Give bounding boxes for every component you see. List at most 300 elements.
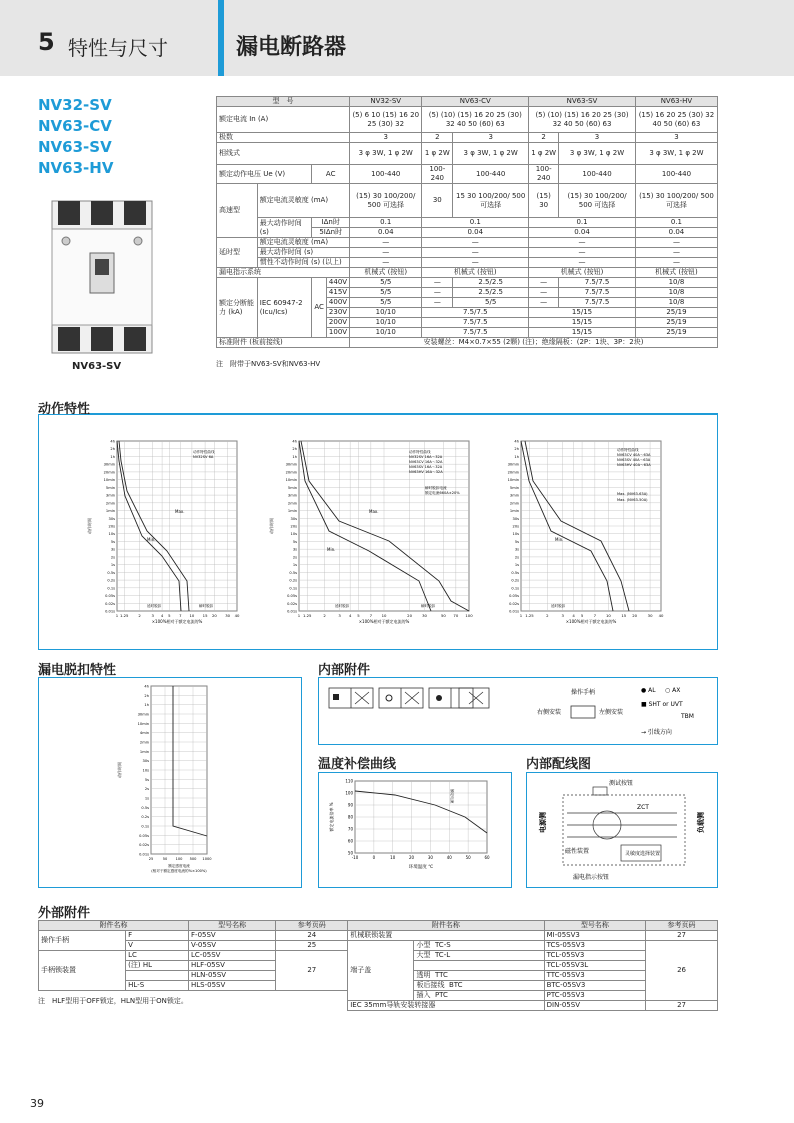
x-tick-label: 30 [225, 613, 231, 618]
header-cell: NV63-SV [529, 97, 636, 107]
x-tick-label: 5 [357, 613, 360, 618]
cell: 0.04 [529, 228, 636, 238]
cell-text: TC-L [434, 951, 451, 959]
y-tick-label: 0.2s [141, 815, 149, 820]
cell: DIN-05SV [544, 1001, 645, 1011]
cell: — [422, 288, 453, 298]
cell: 0.04 [350, 228, 422, 238]
x-axis-label: (相对于额定感度电流的%×100%) [151, 869, 207, 873]
x-tick-label: 4 [348, 613, 352, 618]
cell: — [635, 248, 717, 258]
cell: 3 [559, 133, 636, 143]
cell-text: 大型 [416, 951, 431, 959]
note-text: 瞬时脱扣电流 [425, 486, 447, 490]
y-tick-label: 4h [292, 439, 297, 444]
cell: HLS-05SV [189, 981, 276, 991]
cell: — [422, 278, 453, 288]
cell: 10/8 [635, 288, 717, 298]
x-tick-label: 10 [390, 855, 396, 860]
cell: AC [312, 278, 326, 337]
y-tick-label: 0.05s [287, 594, 297, 599]
y-tick-label: 3s [514, 547, 519, 552]
x-tick-label: -10 [351, 855, 359, 860]
y-tick-label: 30min [507, 462, 519, 467]
cell: TTC-05SV3 [544, 971, 645, 981]
y-tick-label: 10min [507, 478, 519, 483]
x-tick-label: 1 [297, 613, 301, 618]
model-name: NV63-HV [38, 159, 114, 177]
operating-charts [39, 415, 717, 649]
cell-text: BTC [448, 981, 463, 989]
y-tick-label: 0.05s [105, 594, 115, 599]
cell: 机械式 (按钮) [529, 268, 636, 278]
cell: — [529, 248, 636, 258]
x-tick-label: 3 [561, 613, 564, 618]
y-tick-label: 0.1s [289, 586, 297, 591]
x-tick-label: 10 [189, 613, 195, 618]
cell: — [350, 248, 422, 258]
cell: (5) 6 10 (15) 16 20 25 (30) 32 [350, 107, 422, 133]
y-tick-label: 20min [285, 470, 297, 475]
x-tick-label: 1 [519, 613, 523, 618]
cell: 400V [326, 298, 349, 308]
cell-text: TC-S [434, 941, 451, 949]
legend-text: 动作特性曲线 [409, 450, 431, 454]
cell: — [635, 258, 717, 268]
region-label: 瞬时脱扣 [199, 604, 214, 608]
legend-text: NV32SV 6A [193, 455, 214, 459]
cell: (15) 30 100/200/ 500 可选择 [350, 184, 422, 218]
cell [414, 941, 544, 951]
header-cell: NV63-HV [635, 97, 717, 107]
cell: AC [312, 165, 350, 184]
header-cell: 参考页码 [276, 921, 348, 931]
cell: — [635, 238, 717, 248]
legend-text: NV63HV 16A～32A [409, 470, 443, 474]
cell: (15) 30 100/200/ 500 可选择 [635, 184, 717, 218]
x-axis-label: ×100%相对于额定电流的% [358, 619, 410, 624]
row-label: 额定分断能力 (kA) [217, 278, 258, 338]
y-axis-label: 动作时间 [117, 762, 122, 778]
y-tick-label: 0.1s [141, 824, 149, 829]
x-tick-label: 50 [162, 857, 168, 861]
section-heading: 温度补偿曲线 [318, 753, 396, 772]
curve-label: Max. (NV63-63A) [617, 492, 648, 496]
cell: 机械式 (按钮) [422, 268, 529, 278]
x-tick-label: 2 [546, 613, 549, 618]
y-tick-label: 10min [137, 721, 149, 726]
cell: 15/15 [529, 308, 636, 318]
row-label: 惯性不动作时间 (s) (以上) [257, 258, 349, 268]
cell: F [126, 931, 189, 941]
y-tick-label: 60 [347, 838, 353, 844]
y-tick-label: 2min [139, 740, 149, 745]
y-tick-label: 10s [108, 532, 115, 537]
y-tick-label: 1min [139, 749, 149, 754]
y-tick-label: 3min [509, 493, 519, 498]
cell: 3 [350, 133, 422, 143]
cell: 3 [635, 133, 717, 143]
cell: 100-240 [529, 165, 559, 184]
diagram-label: 灵敏度选择装置 [625, 851, 661, 857]
cell: 26 [646, 941, 718, 1001]
diagram-label: 操作手柄 [571, 689, 596, 696]
cell-text: TTC [434, 971, 448, 979]
y-tick-label: 10min [103, 478, 115, 483]
y-tick-label: 0.2s [289, 578, 297, 583]
diagram-label: ■ SHT or UVT [641, 701, 683, 708]
cell: 5/5 [453, 298, 529, 308]
cell: 0.04 [422, 228, 529, 238]
cell: TCL-05SV3L [544, 961, 645, 971]
curve-label: Max. [175, 509, 185, 514]
y-tick-label: 0.02s [139, 843, 149, 848]
y-tick-label: 0.1s [107, 586, 115, 591]
region-label: 延时脱扣 [147, 604, 162, 608]
y-tick-label: 1min [287, 509, 297, 514]
cell: 27 [646, 1001, 718, 1011]
cell: LC [126, 951, 189, 961]
cell: (15) 30 [529, 184, 559, 218]
cell: 0.1 [422, 218, 529, 228]
y-tick-label: 30s [512, 516, 519, 521]
cell: 3 φ 3W, 1 φ 2W [350, 143, 422, 165]
y-tick-label: 1min [509, 509, 519, 514]
legend-text: 动作特性曲线 [193, 450, 215, 454]
x-tick-label: 10 [605, 613, 611, 618]
diagram-label: ○ AX [665, 687, 681, 694]
cell: 机械联锁装置 [348, 931, 544, 941]
x-tick-label: 15 [621, 613, 627, 618]
row-label: 额定电流灵敏度 (mA) [257, 184, 349, 218]
cell: PTC-05SV3 [544, 991, 645, 1001]
row-label: 额定电流 In (A) [217, 107, 350, 133]
cell: 7.5/7.5 [422, 318, 529, 328]
cell: IΔn时 [312, 218, 350, 228]
y-tick-label: 1h [110, 454, 115, 459]
x-tick-label: 25 [148, 857, 154, 861]
cell: — [422, 238, 529, 248]
row-label: 额定动作电压 Ue (V) [217, 165, 312, 184]
cell: 25/19 [635, 318, 717, 328]
cell: — [422, 258, 529, 268]
cell: LC-05SV [189, 951, 276, 961]
y-tick-label: 20s [512, 524, 519, 529]
x-tick-label: 70 [453, 613, 459, 618]
y-tick-label: 0.5s [511, 570, 519, 575]
y-tick-label: 2h [144, 693, 149, 698]
header-cell: 型号名称 [544, 921, 645, 931]
y-tick-label: 30s [290, 516, 297, 521]
accessory-note: 注 HLF型用于OFF锁定，HLN型用于ON锁定。 [38, 997, 188, 1005]
diagram-label: 电源侧 [539, 812, 547, 833]
x-tick-label: 3 [338, 613, 341, 618]
x-tick-label: 7 [593, 613, 597, 618]
y-tick-label: 0.05s [139, 833, 149, 838]
diagram-label: → 引线方向 [641, 729, 672, 736]
x-tick-label: 30 [427, 855, 433, 860]
x-tick-label: 20 [409, 855, 415, 860]
cell: 25 [276, 941, 348, 951]
cell-text: 板后接线 [416, 981, 445, 989]
cell: 3 [453, 133, 529, 143]
header-cell: NV32-SV [350, 97, 422, 107]
page-header [0, 0, 794, 76]
x-tick-label: 5 [168, 613, 171, 618]
y-tick-label: 30min [285, 462, 297, 467]
header-cell: 附件名称 [348, 921, 544, 931]
diagram-label: 负载侧 [697, 812, 705, 833]
cell: 0.04 [635, 228, 717, 238]
cell: 10/10 [350, 328, 422, 338]
y-tick-label: 10min [285, 478, 297, 483]
cell: — [529, 258, 636, 268]
cell [414, 951, 544, 961]
region-label: 瞬时脱扣 [421, 604, 436, 608]
x-tick-label: 100 [175, 857, 183, 861]
temp-chart-box [318, 772, 512, 888]
x-tick-label: 50 [465, 855, 471, 860]
row-label: 标准附件 (板前接线) [217, 338, 350, 348]
y-tick-label: 0.5s [141, 805, 149, 810]
y-tick-label: 100 [345, 790, 353, 796]
x-tick-label: 500 [189, 857, 197, 861]
cell: 100-440 [453, 165, 529, 184]
cell [414, 971, 544, 981]
x-tick-label: 40 [234, 613, 240, 618]
y-tick-label: 90 [347, 802, 353, 808]
section-heading: 动作特性 [38, 398, 90, 417]
y-tick-label: 4h [144, 684, 149, 689]
x-tick-label: 50 [440, 613, 446, 618]
y-tick-label: 80 [347, 814, 353, 820]
y-tick-label: 2h [514, 447, 519, 452]
y-tick-label: 10s [142, 768, 149, 773]
y-tick-label: 0.02s [105, 601, 115, 606]
cell: 100-440 [559, 165, 636, 184]
cell: 5IΔn时 [312, 228, 350, 238]
x-tick-label: 40 [446, 855, 452, 860]
header-accent-bar [218, 0, 224, 76]
spec-table [216, 96, 718, 348]
y-tick-label: 20s [290, 524, 297, 529]
legend-text: 动作特性曲线 [617, 448, 639, 452]
cell: 2 [529, 133, 559, 143]
cell: 5/5 [350, 288, 422, 298]
y-axis-label: 额定电流倍率 % [329, 802, 334, 832]
cell-text: 插入 [416, 991, 431, 999]
y-tick-label: 50 [347, 850, 353, 856]
x-axis-label: ×100%相对于额定电流的% [151, 619, 203, 624]
y-tick-label: 1min [105, 509, 115, 514]
page-number: 39 [30, 1097, 44, 1110]
y-tick-label: 110 [345, 778, 353, 784]
cell: 机械式 (按钮) [350, 268, 422, 278]
x-tick-label: 3 [151, 613, 154, 618]
y-tick-label: 30min [103, 462, 115, 467]
y-tick-label: 2s [292, 555, 297, 560]
x-tick-label: 20 [632, 613, 638, 618]
x-tick-label: 20 [212, 613, 217, 618]
section-heading: 内部附件 [318, 659, 370, 678]
y-tick-label: 10s [290, 532, 297, 537]
curve-label: Max. [369, 509, 379, 514]
row-label: 最大动作时间 (s) [257, 248, 349, 258]
x-tick-label: 1.25 [120, 613, 129, 618]
cell: 200V [326, 318, 349, 328]
cell: 7.5/7.5 [422, 328, 529, 338]
y-tick-label: 4h [514, 439, 519, 444]
cell: 27 [646, 931, 718, 941]
cell: 机械式 (按钮) [635, 268, 717, 278]
x-tick-label: 5 [580, 613, 584, 618]
model-name: NV63-SV [38, 138, 112, 156]
cell-text: 透明 [416, 971, 431, 979]
x-tick-label: 7 [369, 613, 373, 618]
diagram-label: 磁性装置 [565, 848, 590, 855]
y-tick-label: 3s [292, 547, 297, 552]
temp-chart [319, 773, 511, 887]
model-list [38, 95, 113, 179]
cell: 5/5 [350, 278, 422, 288]
inner-acc-diagram [319, 678, 717, 744]
x-tick-label: 100 [465, 613, 473, 618]
diagram-label: 漏电指示按钮 [573, 874, 610, 881]
temp-curve [355, 791, 487, 833]
breaker-photo [38, 197, 166, 357]
cell: 手柄锁装置 [39, 951, 126, 991]
table-note: 注 附带于NV63-SV和NV63-HV [216, 360, 321, 368]
y-tick-label: 5min [287, 485, 297, 490]
page-title: 漏电断路器 [236, 35, 347, 60]
cell [126, 971, 189, 981]
x-tick-label: 4 [160, 613, 164, 618]
cell: 100-240 [422, 165, 453, 184]
y-tick-label: 4h [110, 439, 115, 444]
section-number: 5 [38, 28, 55, 56]
x-tick-label: 15 [202, 613, 208, 618]
cell: 10/10 [350, 308, 422, 318]
row-label: 最大动作时间 (s) [257, 218, 312, 238]
y-tick-label: 0.5s [289, 570, 297, 575]
diagram-label: 左侧安装 [599, 709, 624, 716]
y-tick-label: 1h [144, 703, 149, 708]
y-tick-label: 2min [287, 501, 297, 506]
x-tick-label: 20 [407, 613, 413, 618]
x-tick-label: 1 [115, 613, 119, 618]
legend-text: NV63CV 40A～63A [617, 453, 651, 457]
curve-label: Min. [327, 547, 336, 552]
y-tick-label: 1s [144, 796, 149, 801]
cell: HLF-05SV [189, 961, 276, 971]
cell: 7.5/7.5 [422, 308, 529, 318]
y-tick-label: 70 [347, 826, 353, 832]
y-tick-label: 0.01s [287, 609, 297, 614]
cell: HLN-05SV [189, 971, 276, 981]
leak-chart-box [38, 677, 302, 888]
operating-chart-box [38, 414, 718, 650]
y-tick-label: 4min [139, 731, 149, 736]
cell: BTC-05SV3 [544, 981, 645, 991]
y-tick-label: 20s [108, 524, 115, 529]
wiring-diagram [527, 773, 717, 887]
y-tick-label: 5s [514, 539, 519, 544]
cell: 5/5 [350, 298, 422, 308]
wiring-box [526, 772, 718, 888]
cell: — [529, 298, 559, 308]
model-name: NV32-SV [38, 96, 112, 114]
row-label: 延时型 [217, 238, 258, 268]
cell: MI-05SV3 [544, 931, 645, 941]
note-text: 额定电流 [450, 789, 454, 804]
cell: — [529, 288, 559, 298]
cell: — [529, 238, 636, 248]
cell-text: PTC [434, 991, 448, 999]
cell [414, 981, 544, 991]
region-label: 延时脱扣 [335, 604, 350, 608]
x-tick-label: 10 [381, 613, 387, 618]
x-tick-label: 1.25 [303, 613, 312, 618]
cell: (15) 16 20 25 (30) 32 40 50 (60) 63 [635, 107, 717, 133]
cell: 7.5/7.5 [559, 298, 636, 308]
y-tick-label: 0.01s [139, 852, 149, 857]
y-tick-label: 3s [110, 547, 115, 552]
x-tick-label: 2 [323, 613, 326, 618]
y-axis-label: 动作时间 [87, 518, 92, 534]
header-cell: 型 号 [217, 97, 350, 107]
section-title: 特性与尺寸 [68, 36, 168, 60]
legend-text: NV63SV 40A～63A [617, 458, 651, 462]
cell: 10/8 [635, 278, 717, 288]
curve-label: Min. [147, 537, 156, 542]
cell: 30 [422, 184, 453, 218]
curve-label: Max. (NV63-50A) [617, 498, 648, 502]
y-tick-label: 1s [110, 563, 115, 568]
x-tick-label: 1.25 [525, 613, 534, 618]
y-tick-label: 2min [105, 501, 115, 506]
y-tick-label: 20min [507, 470, 519, 475]
cell: — [422, 248, 529, 258]
cell: 操作手柄 [39, 931, 126, 951]
note-text: 额定电流660A±20% [425, 491, 460, 495]
cell: (5) (10) (15) 16 20 25 (30) 32 40 50 (60) 63 [422, 107, 529, 133]
cell: — [350, 258, 422, 268]
cell: 1 φ 2W [422, 143, 453, 165]
trip-curve [173, 686, 207, 836]
cell: TCS-05SV3 [544, 941, 645, 951]
y-tick-label: 5s [144, 777, 149, 782]
diagram-label: 右侧安装 [537, 709, 562, 716]
y-tick-label: 0.2s [107, 578, 115, 583]
curve-label: Min. [555, 537, 564, 542]
x-tick-label: 7 [179, 613, 182, 618]
cell: 25/19 [635, 308, 717, 318]
cell: 3 φ 3W, 1 φ 2W [453, 143, 529, 165]
legend-text: NV32SV 16A～32A [409, 455, 443, 459]
cell: 15/15 [529, 318, 636, 328]
row-label: 高速型 [217, 184, 258, 238]
photo-caption: NV63-SV [72, 361, 122, 372]
y-tick-label: 30min [137, 712, 149, 717]
cell: 230V [326, 308, 349, 318]
y-tick-label: 30s [108, 516, 115, 521]
y-tick-label: 5s [110, 539, 115, 544]
x-axis-label: 环境温度 ℃ [408, 865, 434, 870]
cell: — [422, 298, 453, 308]
cell: 100-440 [350, 165, 422, 184]
header-cell: 参考页码 [646, 921, 718, 931]
y-tick-label: 0.02s [509, 601, 519, 606]
